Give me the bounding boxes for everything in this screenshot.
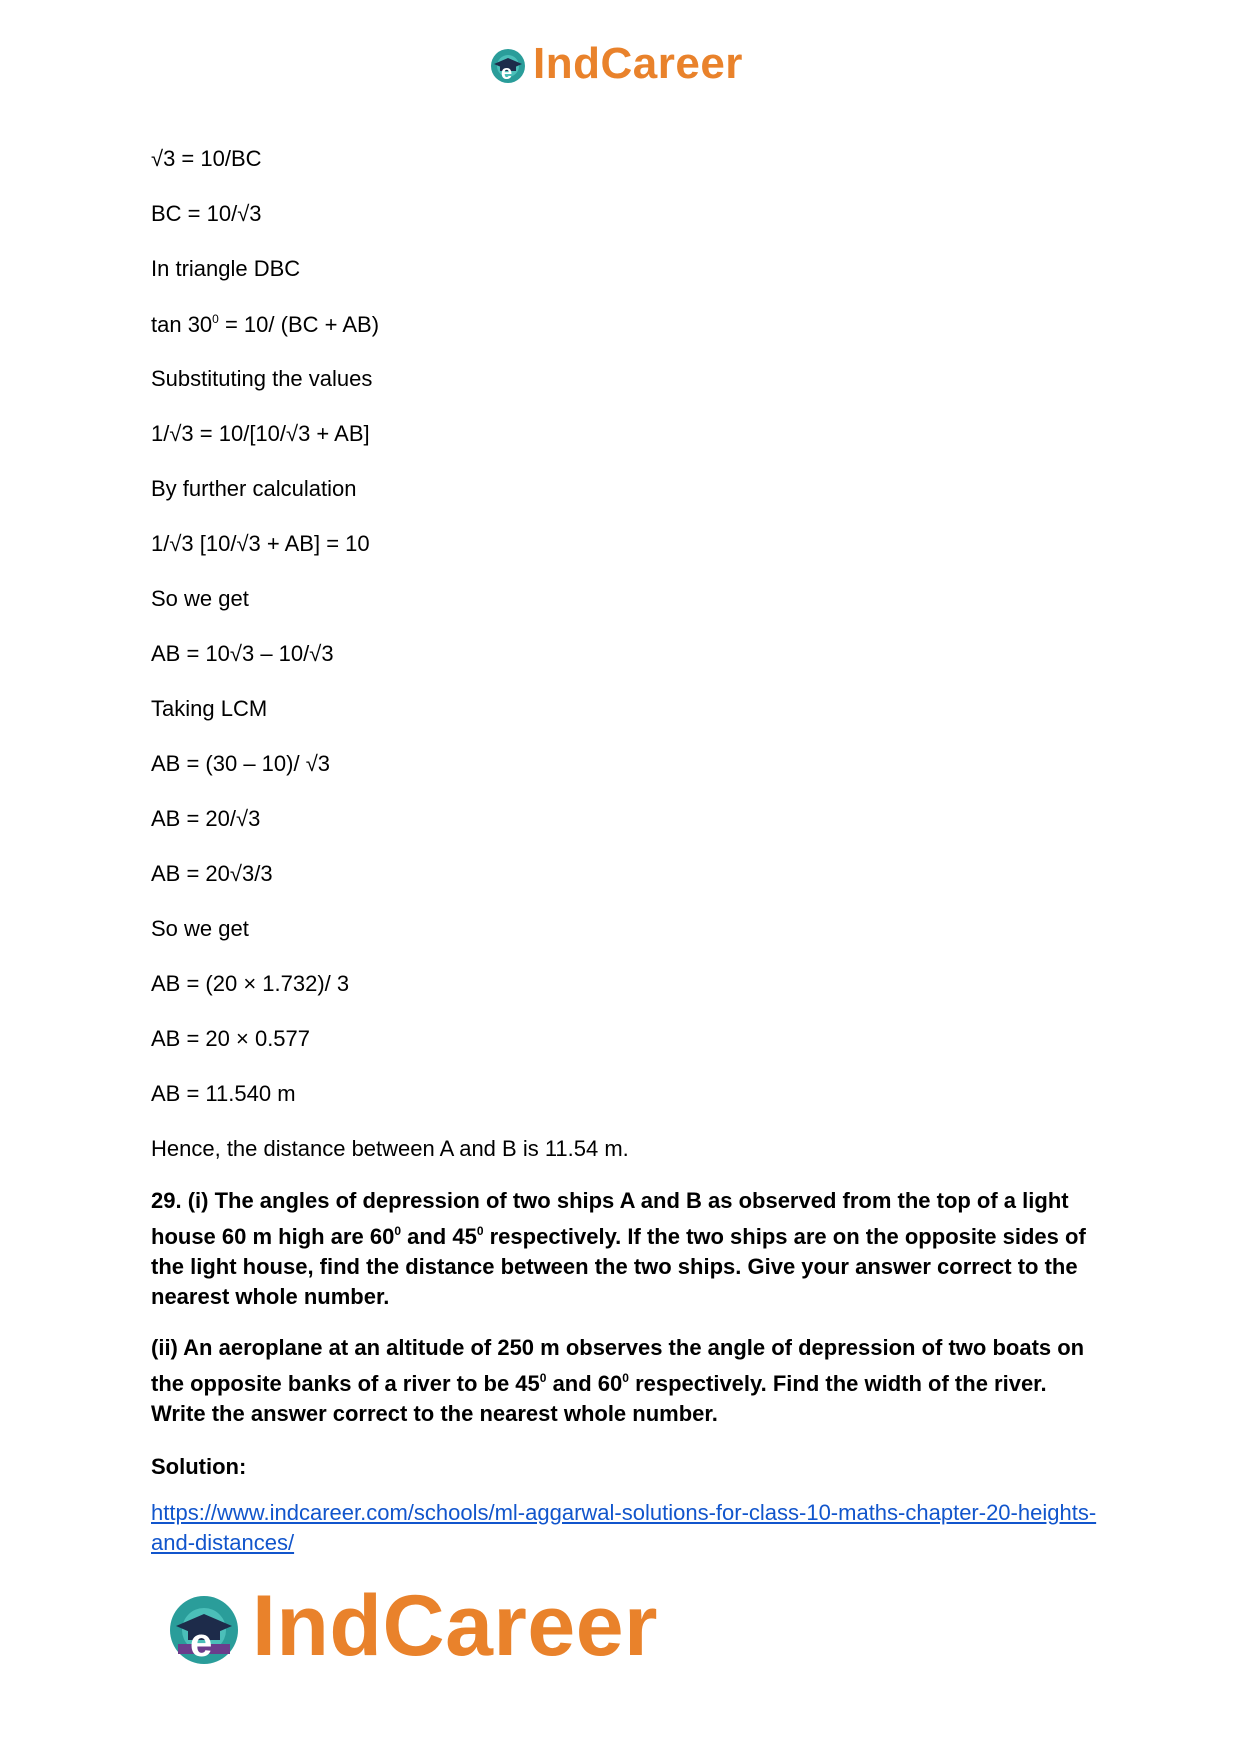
- solution-line: AB = (30 – 10)/ √3: [151, 751, 331, 776]
- solution-line: In triangle DBC: [151, 256, 301, 281]
- footer-logo: [162, 1578, 658, 1674]
- logo-wordmark: IndCareer: [252, 1578, 658, 1674]
- solution-heading: Solution:: [151, 1454, 247, 1479]
- solution-line: Substituting the values: [151, 366, 373, 391]
- solution-line-tan: $\tan 30^0 = 10/$ (BC + AB): [151, 312, 380, 337]
- solution-line: BC = 10/√3: [151, 201, 262, 226]
- solution-line: 1/√3 = 10/[10/√3 + AB]: [151, 421, 370, 446]
- solution-line: 1/√3 [10/√3 + AB] = 10: [151, 531, 370, 556]
- solution-line: AB = 20 × 0.577: [151, 1026, 311, 1051]
- solution-line: AB = 10√3 – 10/√3: [151, 641, 334, 666]
- solution-line: √3 = 10/BC: [151, 146, 262, 171]
- svg-text:e: e: [190, 1621, 213, 1665]
- solution-line: AB = 20√3/3: [151, 861, 273, 886]
- solution-line: AB = 11.540 m: [151, 1081, 296, 1106]
- solution-conclusion: Hence, the distance between A and B is 11.54 m.: [151, 1136, 629, 1161]
- question-29-part-ii: (ii) An aeroplane at an altitude of 250 m observes the angle of depression of two boats on the opposite banks of a river to be $45^0$ and $60^0$ respectively. Find the width of the river. Write the answer correct to the nearest whole number.: [151, 1335, 1085, 1426]
- solution-line: Taking LCM: [151, 696, 268, 721]
- solution-line: AB = (20 × 1.732)/ 3: [151, 971, 350, 996]
- header-logo: [487, 39, 743, 88]
- graduation-cap-globe-icon: [487, 43, 529, 85]
- question-29-part-i: 29. (i) The angles of depression of two ships A and B as observed from the top of a light house 60 m high are $60^0$ and $45^0$ respectively. If the two ships are on the opposite sides of the light house, find the distance between the two ships. Give your answer correct to the nearest whole number.: [151, 1188, 1086, 1309]
- solution-link[interactable]: https://www.indcareer.com/schools/ml-aggarwal-solutions-for-class-10-maths-chapter-20-heights-and-distances/: [151, 1500, 1097, 1555]
- solution-line: By further calculation: [151, 476, 357, 501]
- svg-text:e: e: [501, 62, 513, 84]
- graduation-cap-globe-icon: [162, 1584, 246, 1668]
- solution-line: So we get: [151, 586, 249, 611]
- solution-line: AB = 20/√3: [151, 806, 261, 831]
- logo-wordmark: IndCareer: [533, 39, 743, 88]
- solution-line: So we get: [151, 916, 249, 941]
